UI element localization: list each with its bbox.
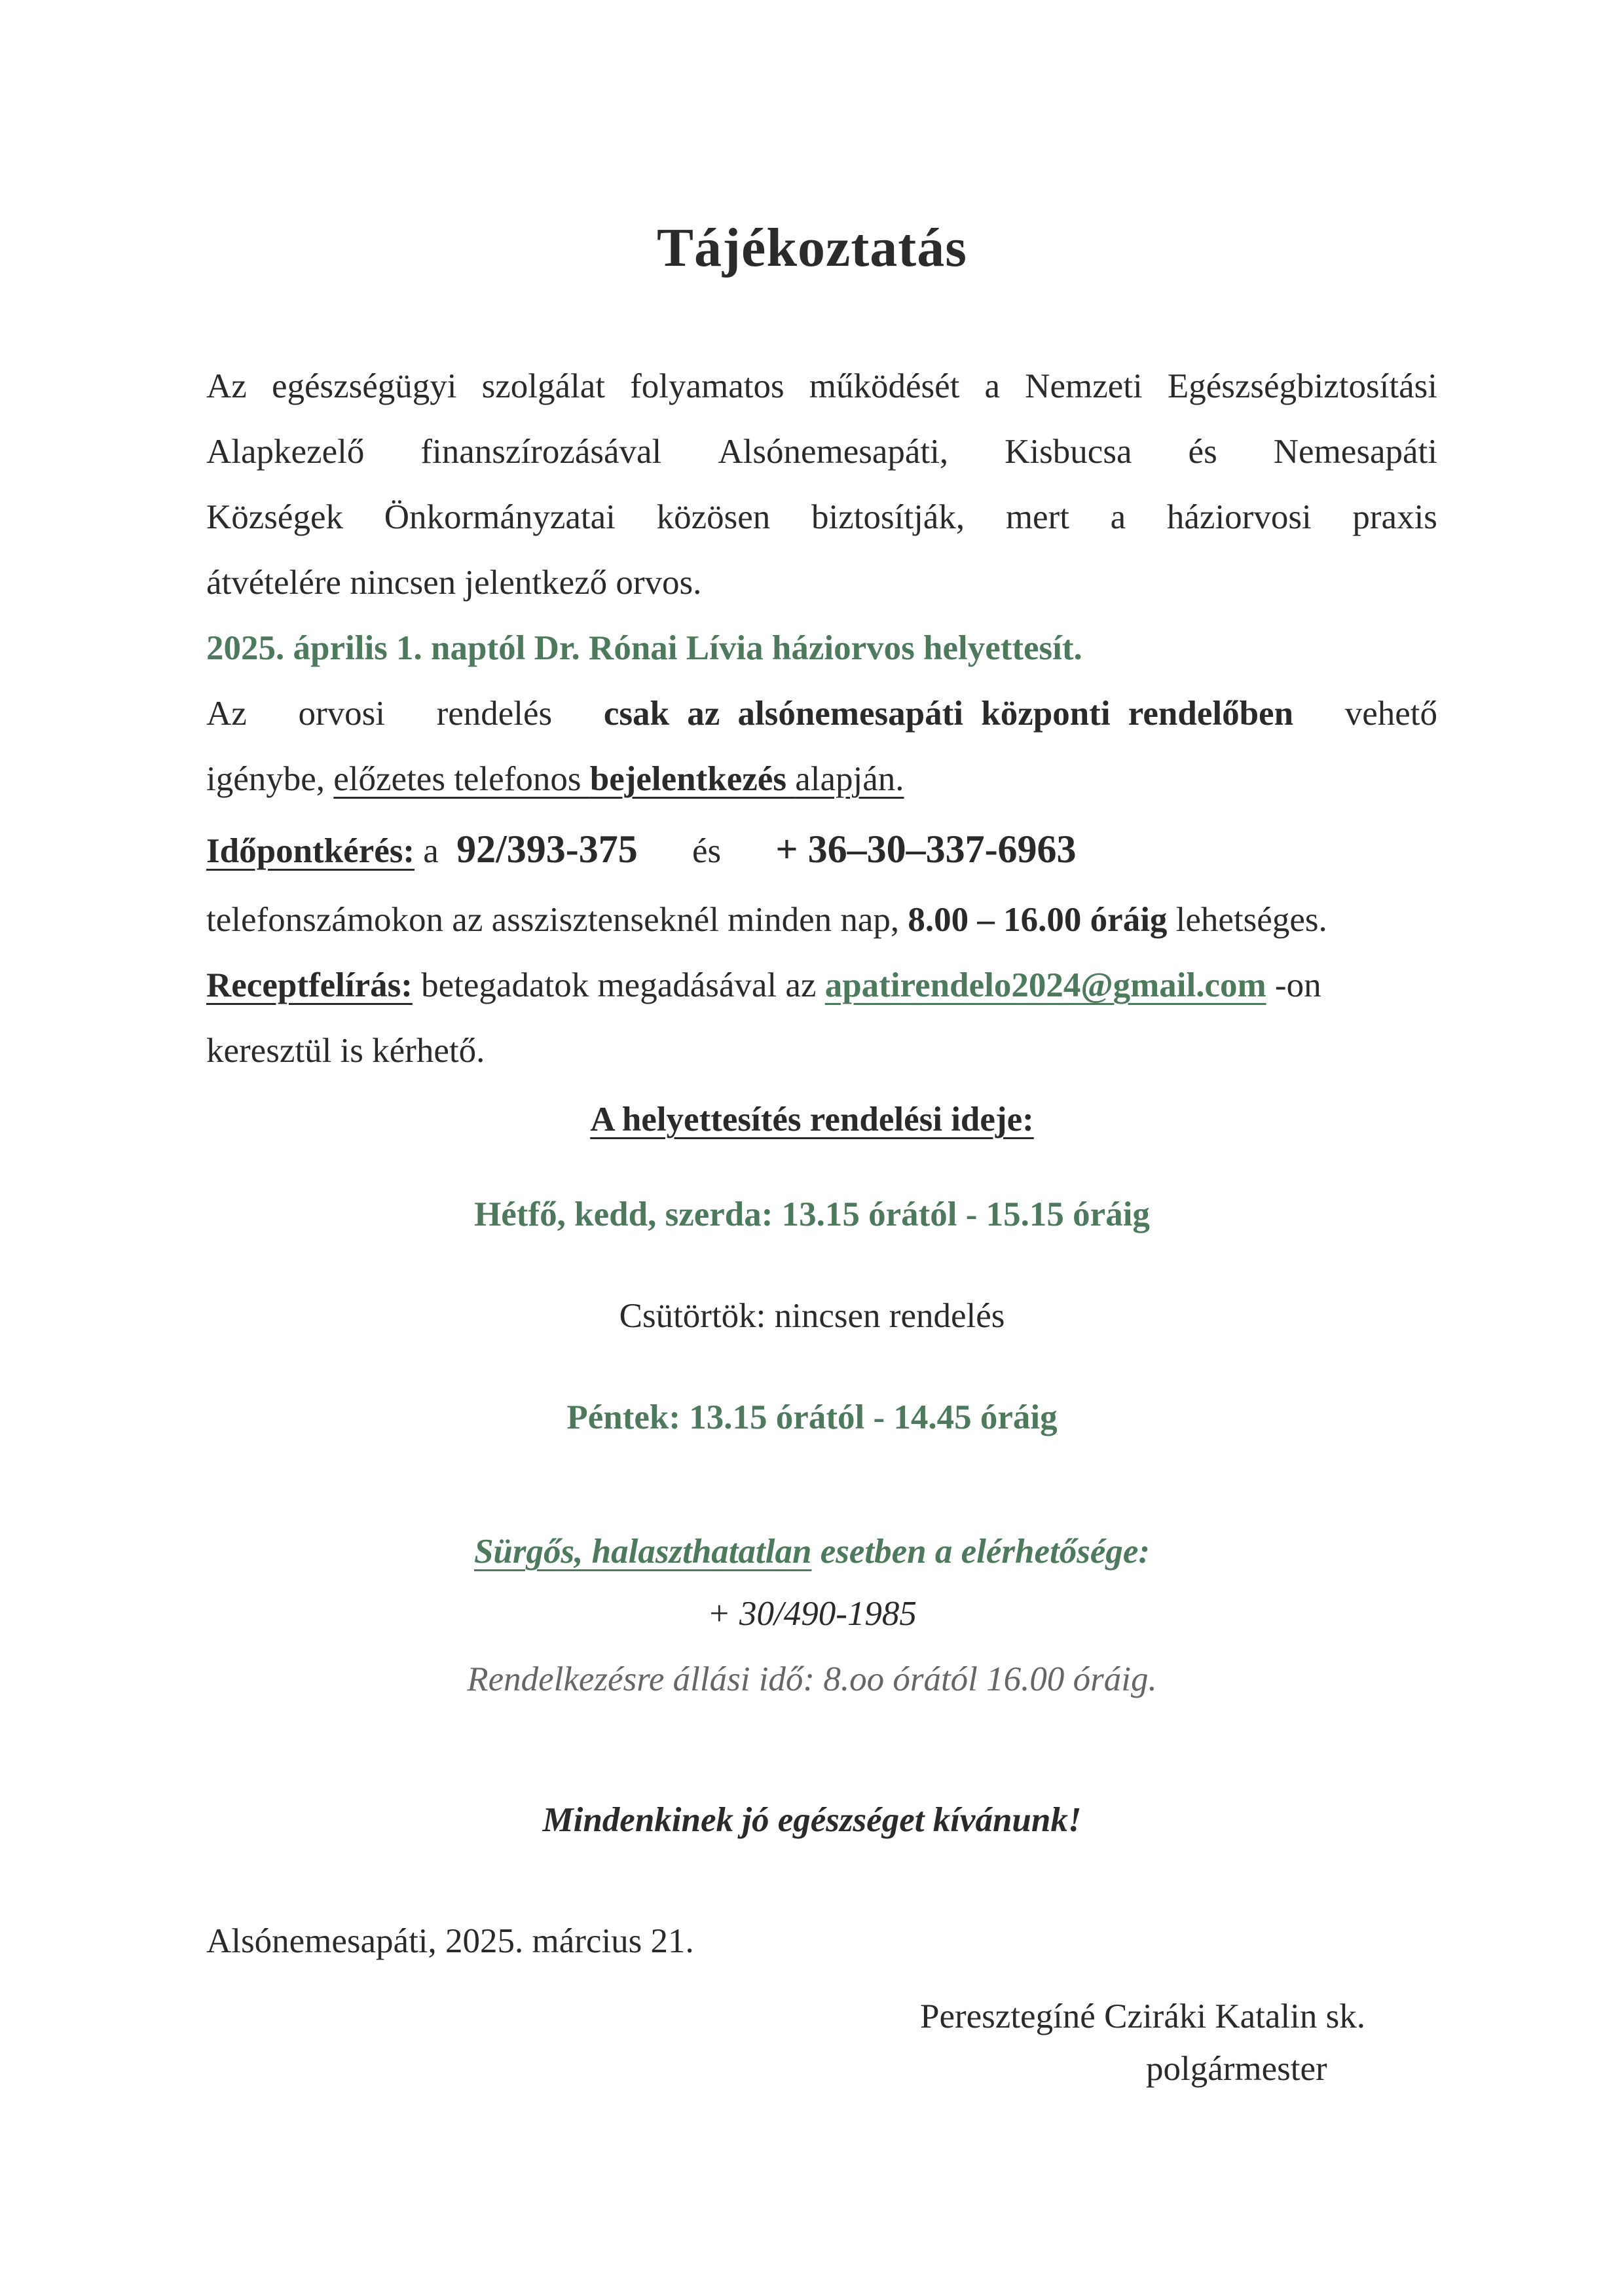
word: Az [206,695,247,733]
word: egészségügyi [271,367,457,405]
word: Alapkezelő [206,433,365,471]
announcement: 2025. április 1. naptól Dr. Rónai Lívia háziorvos helyettesít. [206,629,1082,667]
schedule-mon-wed: Hétfő, kedd, szerda: 13.15 órától - 15.15 óráig [474,1195,1150,1233]
phone-number-2[interactable]: + 36–30–337-6963 [775,828,1077,871]
word: rendelés [436,695,553,733]
urgent-heading [0,1529,1624,1575]
word: Alsónemesapáti, [718,433,949,471]
word: orvosi [298,695,385,733]
word: mert [1005,498,1069,536]
word: Kisbucsa [1005,433,1132,471]
word: működését [809,367,960,405]
word: vehető [1344,695,1437,733]
ordering-line-1 [206,691,1437,737]
place-date: Alsónemesapáti, 2025. március 21. [206,1922,694,1960]
word: Az [206,367,247,405]
signature-role: polgármester [1146,2050,1327,2088]
schedule-heading: A helyettesítés rendelési ideje: [590,1101,1034,1139]
urgent-underlined: Sürgős, halaszthatatlan [473,1533,812,1571]
underlined-text: előzetes telefonos [333,760,581,798]
intro-line-1 [206,363,1437,409]
urgent-rest: esetben a elérhetősége: [820,1533,1151,1571]
email-link[interactable]: apatirendelo2024@gmail.com [824,966,1266,1004]
ordering-line-2 [206,756,1437,802]
intro-line-3 [206,494,1437,540]
schedule-thu: Csütörtök: nincsen rendelés [619,1297,1005,1335]
word: a [1110,498,1126,536]
word: biztosítják, [811,498,965,536]
word: folyamatos [630,367,784,405]
word: háziorvosi [1166,498,1312,536]
word: igénybe, [206,760,325,798]
intro-line-2 [206,429,1437,475]
word: közösen [656,498,771,536]
prescription-line-2: keresztül is kérhető. [206,1032,485,1070]
word: Önkormányzatai [384,498,616,536]
document-title: Tájékoztatás [657,217,967,278]
word: szolgálat [481,367,606,405]
appointment-text: telefonszámokon az asszisztenseknél minden nap, [206,901,900,939]
word: és [692,832,722,870]
appointment-label: Időpontkérés: [206,832,415,870]
word: a [423,832,439,870]
registration-emphasis: bejelentkezés [589,760,786,798]
closing-wish: Mindenkinek jó egészséget kívánunk! [542,1801,1082,1839]
word: a [984,367,1001,405]
word: praxis [1352,498,1437,536]
appointment-line-1 [206,826,1437,874]
prescription-text: betegadatok megadásával az [421,966,817,1004]
appointment-hours: 8.00 – 16.00 óráig [908,901,1168,939]
appointment-line-2 [206,897,1437,943]
underlined-text: alapján. [795,760,904,798]
schedule-fri: Péntek: 13.15 órától - 14.45 óráig [566,1398,1058,1436]
intro-line-4: átvételére nincsen jelentkező orvos. [206,564,702,602]
prescription-label: Receptfelírás: [206,966,413,1004]
signature-name: Peresztegíné Cziráki Katalin sk. [920,1997,1365,2035]
availability-note: Rendelkezésre állási idő: 8.oo órától 16.00 óráig. [467,1660,1157,1698]
word: Községek [206,498,343,536]
word: Nemzeti [1025,367,1143,405]
word: Nemesapáti [1273,433,1437,471]
word: Egészségbiztosítási [1167,367,1437,405]
word: finanszírozásával [420,433,662,471]
word: lehetséges. [1175,901,1327,939]
phone-number-1[interactable]: 92/393-375 [456,828,638,871]
prescription-line-1 [206,962,1437,1008]
urgent-phone[interactable]: + 30/490-1985 [707,1595,917,1633]
word: és [1188,433,1217,471]
central-office-emphasis: csak az alsónemesapáti központi rendelőben [603,695,1294,733]
word: -on [1274,966,1321,1004]
